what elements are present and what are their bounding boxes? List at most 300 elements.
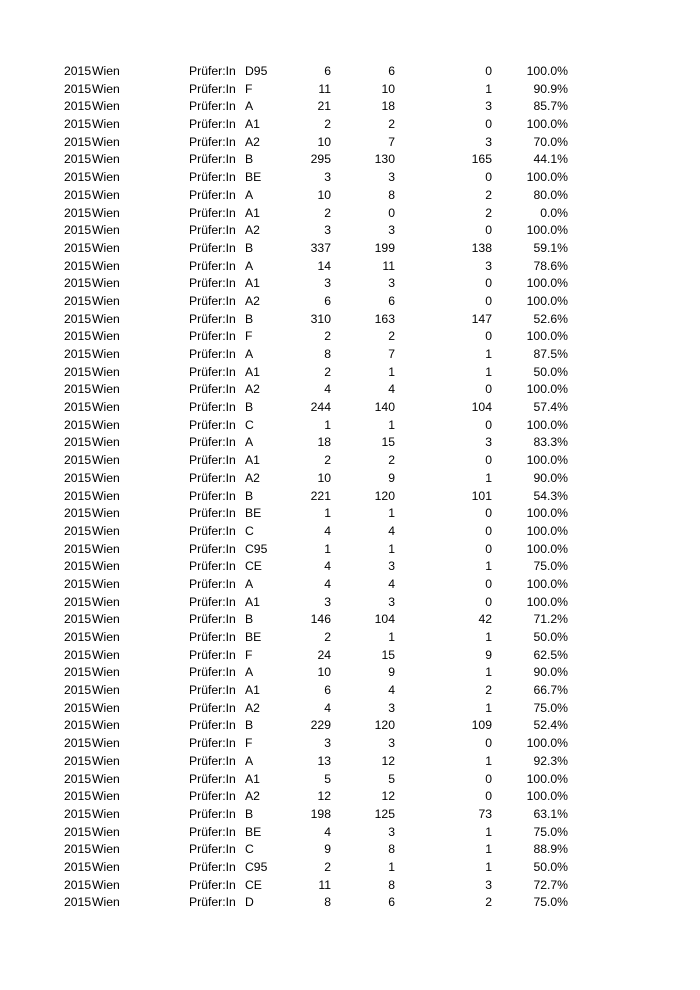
pass-rate-cell: 90.0% <box>533 470 568 485</box>
table-row <box>0 134 700 152</box>
failed-cell: 3 <box>485 435 492 450</box>
license-class-cell: D <box>245 895 254 910</box>
table-row <box>0 452 700 470</box>
year-cell: 2015 <box>64 806 92 821</box>
pass-rate-cell: 75.0% <box>533 559 568 574</box>
total-cell: 8 <box>324 895 331 910</box>
total-cell: 4 <box>324 576 331 591</box>
failed-cell: 0 <box>485 293 492 308</box>
role-cell: Prüfer:In <box>189 329 236 344</box>
year-cell: 2015 <box>64 293 92 308</box>
failed-cell: 109 <box>471 718 492 733</box>
role-cell: Prüfer:In <box>189 700 236 715</box>
license-class-cell: CE <box>245 877 262 892</box>
pass-rate-cell: 62.5% <box>533 647 568 662</box>
passed-cell: 8 <box>388 842 395 857</box>
total-cell: 198 <box>310 806 331 821</box>
license-class-cell: A1 <box>245 205 260 220</box>
total-cell: 18 <box>317 435 331 450</box>
license-class-cell: A1 <box>245 594 260 609</box>
passed-cell: 104 <box>374 612 395 627</box>
passed-cell: 5 <box>388 771 395 786</box>
table-row <box>0 399 700 417</box>
year-cell: 2015 <box>64 81 92 96</box>
year-cell: 2015 <box>64 506 92 521</box>
role-cell: Prüfer:In <box>189 718 236 733</box>
passed-cell: 7 <box>388 134 395 149</box>
failed-cell: 1 <box>485 824 492 839</box>
failed-cell: 0 <box>485 117 492 132</box>
table-row <box>0 169 700 187</box>
license-class-cell: B <box>245 240 254 255</box>
city-cell: Wien <box>92 789 120 804</box>
city-cell: Wien <box>92 824 120 839</box>
passed-cell: 3 <box>388 223 395 238</box>
total-cell: 4 <box>324 700 331 715</box>
role-cell: Prüfer:In <box>189 382 236 397</box>
table-row <box>0 293 700 311</box>
city-cell: Wien <box>92 435 120 450</box>
total-cell: 221 <box>310 488 331 503</box>
total-cell: 146 <box>310 612 331 627</box>
year-cell: 2015 <box>64 718 92 733</box>
pass-rate-cell: 75.0% <box>533 824 568 839</box>
license-class-cell: BE <box>245 630 262 644</box>
city-cell: Wien <box>92 665 120 680</box>
table-row <box>0 346 700 364</box>
total-cell: 24 <box>317 647 331 662</box>
failed-cell: 1 <box>485 753 492 768</box>
license-class-cell: A1 <box>245 364 260 379</box>
failed-cell: 1 <box>485 842 492 857</box>
table-row <box>0 434 700 452</box>
total-cell: 2 <box>324 117 331 132</box>
passed-cell: 2 <box>388 329 395 344</box>
license-class-cell: B <box>245 488 254 503</box>
table-row <box>0 275 700 293</box>
total-cell: 6 <box>324 64 331 78</box>
total-cell: 2 <box>324 364 331 379</box>
passed-cell: 120 <box>374 718 395 733</box>
total-cell: 10 <box>317 665 331 680</box>
role-cell: Prüfer:In <box>189 753 236 768</box>
city-cell: Wien <box>92 205 120 220</box>
passed-cell: 1 <box>388 506 395 521</box>
total-cell: 10 <box>317 187 331 202</box>
failed-cell: 0 <box>485 170 492 185</box>
table-row <box>0 187 700 205</box>
license-class-cell: A2 <box>245 789 260 804</box>
pass-rate-cell: 100.0% <box>526 771 568 786</box>
total-cell: 1 <box>324 506 331 521</box>
city-cell: Wien <box>92 683 120 698</box>
city-cell: Wien <box>92 223 120 238</box>
role-cell: Prüfer:In <box>189 683 236 698</box>
city-cell: Wien <box>92 187 120 202</box>
total-cell: 4 <box>324 559 331 574</box>
year-cell: 2015 <box>64 152 92 167</box>
failed-cell: 147 <box>471 311 492 326</box>
failed-cell: 0 <box>485 523 492 538</box>
city-cell: Wien <box>92 470 120 485</box>
pass-rate-cell: 100.0% <box>526 417 568 432</box>
total-cell: 10 <box>317 470 331 485</box>
city-cell: Wien <box>92 453 120 468</box>
pass-rate-cell: 90.0% <box>533 665 568 680</box>
failed-cell: 165 <box>471 152 492 167</box>
year-cell: 2015 <box>64 665 92 680</box>
license-class-cell: A1 <box>245 453 260 468</box>
city-cell: Wien <box>92 630 120 644</box>
year-cell: 2015 <box>64 842 92 857</box>
passed-cell: 1 <box>388 859 395 874</box>
license-class-cell: C <box>245 417 254 432</box>
license-class-cell: A <box>245 347 254 361</box>
passed-cell: 1 <box>388 364 395 379</box>
year-cell: 2015 <box>64 435 92 450</box>
role-cell: Prüfer:In <box>189 311 236 326</box>
year-cell: 2015 <box>64 276 92 291</box>
total-cell: 13 <box>317 753 331 768</box>
year-cell: 2015 <box>64 576 92 591</box>
failed-cell: 1 <box>485 559 492 574</box>
year-cell: 2015 <box>64 64 92 78</box>
pass-rate-cell: 71.2% <box>533 612 568 627</box>
passed-cell: 1 <box>388 417 395 432</box>
city-cell: Wien <box>92 329 120 344</box>
total-cell: 14 <box>317 258 331 273</box>
table-row <box>0 806 700 824</box>
failed-cell: 1 <box>485 630 492 644</box>
city-cell: Wien <box>92 417 120 432</box>
failed-cell: 0 <box>485 594 492 609</box>
city-cell: Wien <box>92 134 120 149</box>
table-row <box>0 647 700 665</box>
year-cell: 2015 <box>64 523 92 538</box>
city-cell: Wien <box>92 859 120 874</box>
passed-cell: 3 <box>388 700 395 715</box>
role-cell: Prüfer:In <box>189 789 236 804</box>
failed-cell: 2 <box>485 187 492 202</box>
license-class-cell: B <box>245 718 254 733</box>
total-cell: 21 <box>317 99 331 114</box>
table-row <box>0 558 700 576</box>
failed-cell: 0 <box>485 789 492 804</box>
role-cell: Prüfer:In <box>189 187 236 202</box>
table-row <box>0 240 700 258</box>
role-cell: Prüfer:In <box>189 400 236 415</box>
city-cell: Wien <box>92 382 120 397</box>
passed-cell: 1 <box>388 630 395 644</box>
table-row <box>0 98 700 116</box>
total-cell: 2 <box>324 630 331 644</box>
year-cell: 2015 <box>64 311 92 326</box>
city-cell: Wien <box>92 594 120 609</box>
passed-cell: 4 <box>388 523 395 538</box>
role-cell: Prüfer:In <box>189 612 236 627</box>
license-class-cell: A1 <box>245 117 260 132</box>
year-cell: 2015 <box>64 789 92 804</box>
table-row <box>0 328 700 346</box>
passed-cell: 120 <box>374 488 395 503</box>
passed-cell: 3 <box>388 736 395 751</box>
pass-rate-cell: 52.6% <box>533 311 568 326</box>
pass-rate-cell: 70.0% <box>533 134 568 149</box>
table-row <box>0 576 700 594</box>
table-row <box>0 859 700 877</box>
year-cell: 2015 <box>64 895 92 910</box>
pass-rate-cell: 100.0% <box>526 789 568 804</box>
table-row <box>0 753 700 771</box>
table-row <box>0 116 700 134</box>
failed-cell: 1 <box>485 665 492 680</box>
total-cell: 1 <box>324 417 331 432</box>
total-cell: 1 <box>324 541 331 556</box>
city-cell: Wien <box>92 488 120 503</box>
pass-rate-cell: 57.4% <box>533 400 568 415</box>
city-cell: Wien <box>92 117 120 132</box>
year-cell: 2015 <box>64 771 92 786</box>
year-cell: 2015 <box>64 647 92 662</box>
passed-cell: 0 <box>388 205 395 220</box>
city-cell: Wien <box>92 895 120 910</box>
city-cell: Wien <box>92 576 120 591</box>
role-cell: Prüfer:In <box>189 630 236 644</box>
total-cell: 3 <box>324 594 331 609</box>
role-cell: Prüfer:In <box>189 806 236 821</box>
city-cell: Wien <box>92 753 120 768</box>
license-class-cell: B <box>245 311 254 326</box>
license-class-cell: A <box>245 99 254 114</box>
year-cell: 2015 <box>64 630 92 644</box>
role-cell: Prüfer:In <box>189 258 236 273</box>
passed-cell: 15 <box>381 435 395 450</box>
role-cell: Prüfer:In <box>189 488 236 503</box>
passed-cell: 4 <box>388 683 395 698</box>
total-cell: 2 <box>324 329 331 344</box>
license-class-cell: A2 <box>245 470 260 485</box>
total-cell: 5 <box>324 771 331 786</box>
pass-rate-cell: 83.3% <box>533 435 568 450</box>
passed-cell: 9 <box>388 665 395 680</box>
table-row <box>0 771 700 789</box>
license-class-cell: A <box>245 753 254 768</box>
passed-cell: 4 <box>388 382 395 397</box>
role-cell: Prüfer:In <box>189 736 236 751</box>
pass-rate-cell: 100.0% <box>526 576 568 591</box>
year-cell: 2015 <box>64 877 92 892</box>
passed-cell: 6 <box>388 293 395 308</box>
pass-rate-cell: 100.0% <box>526 594 568 609</box>
passed-cell: 9 <box>388 470 395 485</box>
passed-cell: 8 <box>388 187 395 202</box>
total-cell: 3 <box>324 736 331 751</box>
license-class-cell: F <box>245 81 253 96</box>
role-cell: Prüfer:In <box>189 99 236 114</box>
year-cell: 2015 <box>64 559 92 574</box>
total-cell: 229 <box>310 718 331 733</box>
table-row <box>0 488 700 506</box>
license-class-cell: C95 <box>245 541 268 556</box>
table-row <box>0 417 700 435</box>
city-cell: Wien <box>92 559 120 574</box>
pass-rate-cell: 100.0% <box>526 523 568 538</box>
city-cell: Wien <box>92 364 120 379</box>
year-cell: 2015 <box>64 134 92 149</box>
role-cell: Prüfer:In <box>189 824 236 839</box>
role-cell: Prüfer:In <box>189 347 236 361</box>
table-row <box>0 629 700 647</box>
passed-cell: 125 <box>374 806 395 821</box>
passed-cell: 6 <box>388 895 395 910</box>
passed-cell: 2 <box>388 117 395 132</box>
total-cell: 2 <box>324 205 331 220</box>
year-cell: 2015 <box>64 347 92 361</box>
city-cell: Wien <box>92 152 120 167</box>
failed-cell: 0 <box>485 736 492 751</box>
role-cell: Prüfer:In <box>189 576 236 591</box>
failed-cell: 0 <box>485 506 492 521</box>
year-cell: 2015 <box>64 223 92 238</box>
license-class-cell: C95 <box>245 859 268 874</box>
city-cell: Wien <box>92 81 120 96</box>
license-class-cell: F <box>245 736 253 751</box>
license-class-cell: BE <box>245 506 262 521</box>
year-cell: 2015 <box>64 612 92 627</box>
license-class-cell: CE <box>245 559 262 574</box>
pass-rate-cell: 87.5% <box>533 347 568 361</box>
table-row <box>0 222 700 240</box>
year-cell: 2015 <box>64 541 92 556</box>
passed-cell: 6 <box>388 64 395 78</box>
year-cell: 2015 <box>64 417 92 432</box>
passed-cell: 3 <box>388 824 395 839</box>
role-cell: Prüfer:In <box>189 152 236 167</box>
city-cell: Wien <box>92 718 120 733</box>
role-cell: Prüfer:In <box>189 417 236 432</box>
failed-cell: 9 <box>485 647 492 662</box>
pass-rate-cell: 100.0% <box>526 64 568 78</box>
passed-cell: 18 <box>381 99 395 114</box>
year-cell: 2015 <box>64 99 92 114</box>
city-cell: Wien <box>92 311 120 326</box>
passed-cell: 4 <box>388 576 395 591</box>
pass-rate-cell: 100.0% <box>526 117 568 132</box>
city-cell: Wien <box>92 700 120 715</box>
year-cell: 2015 <box>64 824 92 839</box>
city-cell: Wien <box>92 736 120 751</box>
passed-cell: 3 <box>388 559 395 574</box>
year-cell: 2015 <box>64 453 92 468</box>
license-class-cell: A2 <box>245 382 260 397</box>
role-cell: Prüfer:In <box>189 877 236 892</box>
total-cell: 6 <box>324 683 331 698</box>
failed-cell: 1 <box>485 364 492 379</box>
pass-rate-cell: 100.0% <box>526 223 568 238</box>
pass-rate-cell: 52.4% <box>533 718 568 733</box>
pass-rate-cell: 100.0% <box>526 293 568 308</box>
license-class-cell: BE <box>245 824 262 839</box>
pass-rate-cell: 100.0% <box>526 736 568 751</box>
pass-rate-cell: 50.0% <box>533 630 568 644</box>
table-row <box>0 877 700 895</box>
city-cell: Wien <box>92 99 120 114</box>
role-cell: Prüfer:In <box>189 435 236 450</box>
failed-cell: 1 <box>485 470 492 485</box>
year-cell: 2015 <box>64 240 92 255</box>
table-row <box>0 311 700 329</box>
table-row <box>0 63 700 81</box>
failed-cell: 3 <box>485 877 492 892</box>
failed-cell: 0 <box>485 329 492 344</box>
passed-cell: 2 <box>388 453 395 468</box>
year-cell: 2015 <box>64 470 92 485</box>
license-class-cell: B <box>245 612 254 627</box>
pass-rate-cell: 78.6% <box>533 258 568 273</box>
total-cell: 4 <box>324 523 331 538</box>
year-cell: 2015 <box>64 205 92 220</box>
total-cell: 295 <box>310 152 331 167</box>
city-cell: Wien <box>92 258 120 273</box>
license-class-cell: A <box>245 665 254 680</box>
table-row <box>0 894 700 912</box>
pass-rate-cell: 50.0% <box>533 364 568 379</box>
failed-cell: 2 <box>485 683 492 698</box>
total-cell: 4 <box>324 382 331 397</box>
failed-cell: 0 <box>485 417 492 432</box>
table-row <box>0 523 700 541</box>
total-cell: 11 <box>318 877 331 892</box>
failed-cell: 42 <box>478 612 492 627</box>
pass-rate-cell: 72.7% <box>533 877 568 892</box>
role-cell: Prüfer:In <box>189 64 236 78</box>
license-class-cell: A1 <box>245 683 260 698</box>
role-cell: Prüfer:In <box>189 559 236 574</box>
year-cell: 2015 <box>64 736 92 751</box>
pass-rate-cell: 59.1% <box>533 240 568 255</box>
role-cell: Prüfer:In <box>189 665 236 680</box>
passed-cell: 3 <box>388 276 395 291</box>
role-cell: Prüfer:In <box>189 205 236 220</box>
role-cell: Prüfer:In <box>189 771 236 786</box>
pass-rate-cell: 100.0% <box>526 506 568 521</box>
passed-cell: 163 <box>374 311 395 326</box>
city-cell: Wien <box>92 771 120 786</box>
passed-cell: 7 <box>388 347 395 361</box>
failed-cell: 0 <box>485 771 492 786</box>
table-row <box>0 841 700 859</box>
year-cell: 2015 <box>64 683 92 698</box>
failed-cell: 0 <box>485 453 492 468</box>
failed-cell: 1 <box>485 347 492 361</box>
table-body <box>0 63 700 912</box>
year-cell: 2015 <box>64 364 92 379</box>
failed-cell: 73 <box>478 806 492 821</box>
city-cell: Wien <box>92 647 120 662</box>
failed-cell: 0 <box>485 64 492 78</box>
passed-cell: 12 <box>381 789 395 804</box>
passed-cell: 15 <box>381 647 395 662</box>
role-cell: Prüfer:In <box>189 293 236 308</box>
table-row <box>0 205 700 223</box>
failed-cell: 0 <box>485 576 492 591</box>
pass-rate-cell: 88.9% <box>533 842 568 857</box>
total-cell: 3 <box>324 170 331 185</box>
failed-cell: 104 <box>471 400 492 415</box>
passed-cell: 11 <box>382 258 395 273</box>
role-cell: Prüfer:In <box>189 647 236 662</box>
pass-rate-cell: 66.7% <box>533 683 568 698</box>
